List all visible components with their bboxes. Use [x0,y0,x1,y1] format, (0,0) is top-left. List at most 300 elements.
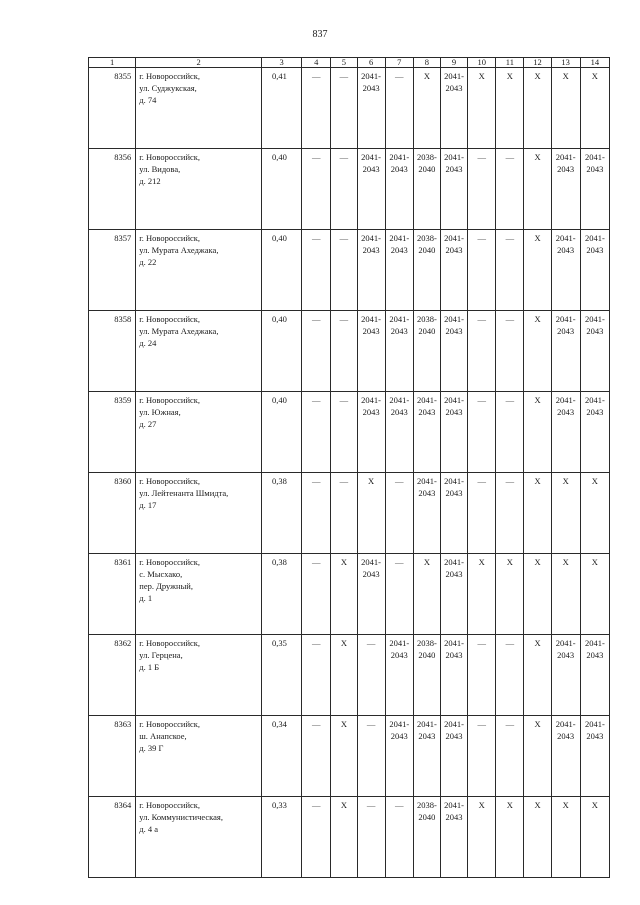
period-cell [468,635,496,716]
address-line: д. 212 [139,175,161,186]
period-value: X [591,800,598,810]
address-line: г. Новороссийск, [139,557,201,567]
column-header: 6 [357,58,385,68]
period-cell [331,392,357,473]
period-cell [357,797,385,878]
period-cell [468,68,496,149]
period-cell [580,149,609,230]
column-number-row [89,58,610,68]
period-cell [440,68,467,149]
period-value: — [477,152,486,162]
address-line: г. Новороссийск, [139,395,201,405]
period-cell [357,68,385,149]
period-value: 2043 [445,325,463,336]
address-cell [136,473,262,554]
address-line: д. 1 Б [139,661,160,672]
period-cell [496,716,524,797]
period-value: 2043 [362,325,380,336]
address-line: д. 17 [139,499,157,510]
address-cell [136,68,262,149]
period-value: 2041- [444,314,464,324]
period-cell [496,797,524,878]
period-value: 2043 [557,730,575,741]
period-cell [468,230,496,311]
period-value: 2041- [444,71,464,81]
housing-register-table [88,57,610,878]
record-number: 8361 [89,554,136,635]
period-cell [496,392,524,473]
period-value: X [591,557,598,567]
period-value: X [478,800,485,810]
column-header: 3 [261,58,301,68]
period-value: — [505,152,515,162]
period-value: 2040 [418,649,436,660]
address-cell [136,311,262,392]
period-cell [385,149,413,230]
period-cell [302,230,331,311]
period-cell [440,554,467,635]
period-value: 2041- [361,152,381,162]
period-value: — [312,800,321,810]
record-number: 8360 [89,473,136,554]
period-value: 2043 [557,325,575,336]
address-line: ул. Лейтенанта Шмидта, [139,487,229,498]
period-cell [385,473,413,554]
period-cell [580,311,609,392]
period-value: 2041- [444,719,464,729]
period-cell [357,230,385,311]
period-value: 2043 [445,649,463,660]
address-line: д. 24 [139,337,157,348]
period-value: — [366,638,376,648]
period-value: 2040 [418,244,436,255]
period-cell [357,311,385,392]
period-value: — [312,719,321,729]
period-value: 2041- [584,152,605,162]
period-cell [496,311,524,392]
period-value: — [312,71,321,81]
period-cell [413,797,440,878]
period-value: X [506,557,513,567]
period-value: 2043 [445,244,463,255]
period-cell [302,635,331,716]
period-value: 2043 [390,244,408,255]
period-value: X [506,71,513,81]
address-line: г. Новороссийск, [139,800,201,810]
period-cell [331,716,357,797]
period-cell [524,392,551,473]
address-cell [136,635,262,716]
record-number: 8356 [89,149,136,230]
period-value: 2038- [416,152,437,162]
period-value: 2041- [389,233,410,243]
address-cell [136,392,262,473]
period-cell [413,473,440,554]
record-number: 8363 [89,716,136,797]
period-cell [440,392,467,473]
value-cell: 0,33 [261,797,301,878]
period-value: 2041- [361,557,381,567]
period-cell [440,149,467,230]
period-cell [580,554,609,635]
period-cell [496,635,524,716]
period-cell [524,716,551,797]
period-cell [468,716,496,797]
period-value: 2043 [445,487,463,498]
period-cell [524,473,551,554]
table-row [89,473,610,554]
period-value: X [506,800,513,810]
period-value: — [339,314,349,324]
address-line: ул. Коммунистическая, [139,811,223,822]
period-value: 2043 [445,406,463,417]
period-cell [357,392,385,473]
period-value: — [339,395,349,405]
period-value: X [423,71,430,81]
period-value: — [339,71,349,81]
column-header: 1 [89,58,136,68]
column-header: 11 [496,58,524,68]
period-value: X [591,476,598,486]
value-cell: 0,41 [261,68,301,149]
period-cell [440,797,467,878]
period-cell [440,473,467,554]
table-row [89,797,610,878]
record-number: 8364 [89,797,136,878]
address-line: ул. Мурата Ахеджака, [139,244,219,255]
period-value: — [477,476,486,486]
period-cell [524,149,551,230]
period-cell [551,230,580,311]
period-value: X [562,71,569,81]
period-cell [413,635,440,716]
period-cell [524,635,551,716]
period-value: X [534,719,541,729]
period-value: 2043 [586,163,604,174]
column-header: 7 [385,58,413,68]
period-value: 2041- [444,557,464,567]
period-value: — [505,476,515,486]
value-cell: 0,35 [261,635,301,716]
table-row [89,635,610,716]
period-value: — [505,719,515,729]
period-cell [385,68,413,149]
period-cell [357,635,385,716]
period-cell [385,311,413,392]
period-value: 2041- [555,395,576,405]
address-line: д. 22 [139,256,157,267]
period-cell [580,473,609,554]
period-cell [551,311,580,392]
period-cell [524,230,551,311]
address-line: г. Новороссийск, [139,476,201,486]
period-cell [385,716,413,797]
period-value: — [312,395,321,405]
period-value: 2043 [445,811,463,822]
period-cell [413,716,440,797]
period-value: — [312,233,321,243]
address-line: г. Новороссийск, [139,71,201,81]
address-line: ул. Видова, [139,163,181,174]
period-cell [468,149,496,230]
address-line: ул. Суджукская, [139,82,197,93]
period-cell [331,554,357,635]
period-value: X [368,476,375,486]
period-value: X [591,71,598,81]
period-value: 2043 [445,163,463,174]
address-line: г. Новороссийск, [139,314,201,324]
period-value: 2043 [362,406,380,417]
address-line: г. Новороссийск, [139,233,201,243]
table-row [89,554,610,635]
period-cell [302,554,331,635]
period-cell [580,68,609,149]
period-value: — [477,719,486,729]
period-cell [468,311,496,392]
period-cell [496,554,524,635]
period-value: — [312,638,321,648]
period-value: — [394,71,404,81]
period-value: — [312,557,321,567]
value-cell: 0,38 [261,473,301,554]
period-cell [331,635,357,716]
column-header: 12 [524,58,551,68]
period-value: 2040 [418,811,436,822]
period-value: 2041- [361,314,381,324]
column-header: 2 [136,58,262,68]
period-cell [385,392,413,473]
period-cell [385,230,413,311]
period-value: 2041- [361,395,381,405]
period-value: 2043 [390,325,408,336]
record-number: 8355 [89,68,136,149]
period-value: 2041- [444,233,464,243]
period-value: 2041- [584,719,605,729]
period-cell [413,230,440,311]
period-value: 2041- [584,314,605,324]
period-cell [468,797,496,878]
period-cell [524,554,551,635]
period-value: 2038- [416,800,437,810]
period-value: 2043 [557,406,575,417]
period-cell [302,311,331,392]
period-value: 2043 [418,406,436,417]
column-header: 4 [302,58,331,68]
address-line: д. 39 Г [139,742,164,753]
period-value: 2038- [416,638,437,648]
period-cell [496,68,524,149]
period-value: 2043 [362,568,380,579]
period-cell [496,149,524,230]
period-value: — [312,476,321,486]
period-cell [440,635,467,716]
value-cell: 0,40 [261,149,301,230]
table-row [89,149,610,230]
period-value: 2043 [390,730,408,741]
column-header: 14 [580,58,609,68]
value-cell: 0,38 [261,554,301,635]
period-value: — [312,152,321,162]
period-cell [580,716,609,797]
period-cell [357,473,385,554]
period-value: X [534,395,541,405]
period-value: 2043 [557,163,575,174]
period-value: — [477,233,486,243]
period-value: X [534,233,541,243]
period-cell [357,149,385,230]
period-value: 2041- [389,152,410,162]
period-value: 2041- [416,476,437,486]
period-value: 2041- [555,314,576,324]
address-line: пер. Дружный, [139,580,193,591]
address-line: д. 27 [139,418,157,429]
period-value: 2038- [416,314,437,324]
period-cell [440,311,467,392]
period-value: 2043 [445,568,463,579]
period-value: 2043 [557,649,575,660]
address-line: г. Новороссийск, [139,152,201,162]
address-line: ул. Южная, [139,406,181,417]
period-value: 2041- [389,638,410,648]
address-cell [136,230,262,311]
period-cell [551,149,580,230]
period-value: 2043 [586,244,604,255]
period-value: 2041- [444,395,464,405]
period-cell [580,392,609,473]
value-cell: 0,40 [261,392,301,473]
period-cell [440,230,467,311]
table-row [89,311,610,392]
period-cell [302,797,331,878]
address-line: г. Новороссийск, [139,638,201,648]
address-cell [136,149,262,230]
period-value: 2041- [555,638,576,648]
period-value: — [394,800,404,810]
period-value: 2041- [416,719,437,729]
period-value: — [505,395,515,405]
period-cell [468,473,496,554]
period-value: X [340,638,347,648]
period-value: 2041- [584,395,605,405]
table-row [89,68,610,149]
period-value: — [477,638,486,648]
period-value: X [534,152,541,162]
period-value: 2043 [362,163,380,174]
period-cell [413,149,440,230]
period-value: — [394,557,404,567]
period-value: 2043 [586,406,604,417]
address-line: д. 1 [139,592,153,603]
column-header: 8 [413,58,440,68]
address-line: ш. Анапское, [139,730,187,741]
period-value: 2043 [586,649,604,660]
period-cell [524,68,551,149]
period-value: 2043 [390,649,408,660]
period-value: 2043 [390,163,408,174]
period-cell [357,716,385,797]
period-cell [331,473,357,554]
period-cell [413,68,440,149]
period-cell [580,635,609,716]
period-cell [496,230,524,311]
period-cell [302,149,331,230]
period-value: 2038- [416,233,437,243]
period-cell [302,68,331,149]
table-row [89,716,610,797]
period-cell [385,554,413,635]
period-cell [302,473,331,554]
address-cell [136,797,262,878]
period-cell [468,392,496,473]
record-number: 8357 [89,230,136,311]
period-value: X [423,557,430,567]
record-number: 8359 [89,392,136,473]
period-cell [302,392,331,473]
period-value: 2041- [444,638,464,648]
period-value: 2041- [555,719,576,729]
period-value: — [339,152,349,162]
period-value: X [534,800,541,810]
period-value: 2041- [361,71,381,81]
period-value: 2041- [416,395,437,405]
period-cell [302,716,331,797]
page-number: 837 [312,29,328,40]
period-value: — [505,233,515,243]
column-header: 13 [551,58,580,68]
period-value: X [562,557,569,567]
period-value: X [340,557,347,567]
period-value: X [534,557,541,567]
period-value: 2043 [418,730,436,741]
period-value: — [339,476,349,486]
period-value: 2041- [444,152,464,162]
value-cell: 0,40 [261,311,301,392]
period-value: 2043 [390,406,408,417]
record-number: 8362 [89,635,136,716]
period-cell [524,311,551,392]
period-value: X [340,719,347,729]
period-cell [331,149,357,230]
period-cell [331,230,357,311]
period-cell [580,797,609,878]
column-header: 9 [440,58,467,68]
period-value: 2041- [555,233,576,243]
period-value: 2041- [389,719,410,729]
table-row [89,392,610,473]
period-value: X [562,800,569,810]
period-value: 2043 [557,244,575,255]
period-value: — [312,314,321,324]
period-cell [551,392,580,473]
address-line: д. 4 а [139,823,158,834]
address-line: г. Новороссийск, [139,719,201,729]
period-value: X [478,71,485,81]
period-value: 2040 [418,325,436,336]
period-cell [413,311,440,392]
period-cell [440,716,467,797]
period-value: — [505,638,515,648]
value-cell: 0,34 [261,716,301,797]
period-value: 2041- [555,152,576,162]
period-value: 2040 [418,163,436,174]
period-value: 2041- [584,638,605,648]
period-value: 2043 [586,325,604,336]
period-value: 2041- [389,395,410,405]
period-value: 2043 [362,244,380,255]
period-value: 2043 [586,730,604,741]
period-cell [551,797,580,878]
address-line: д. 74 [139,94,157,105]
